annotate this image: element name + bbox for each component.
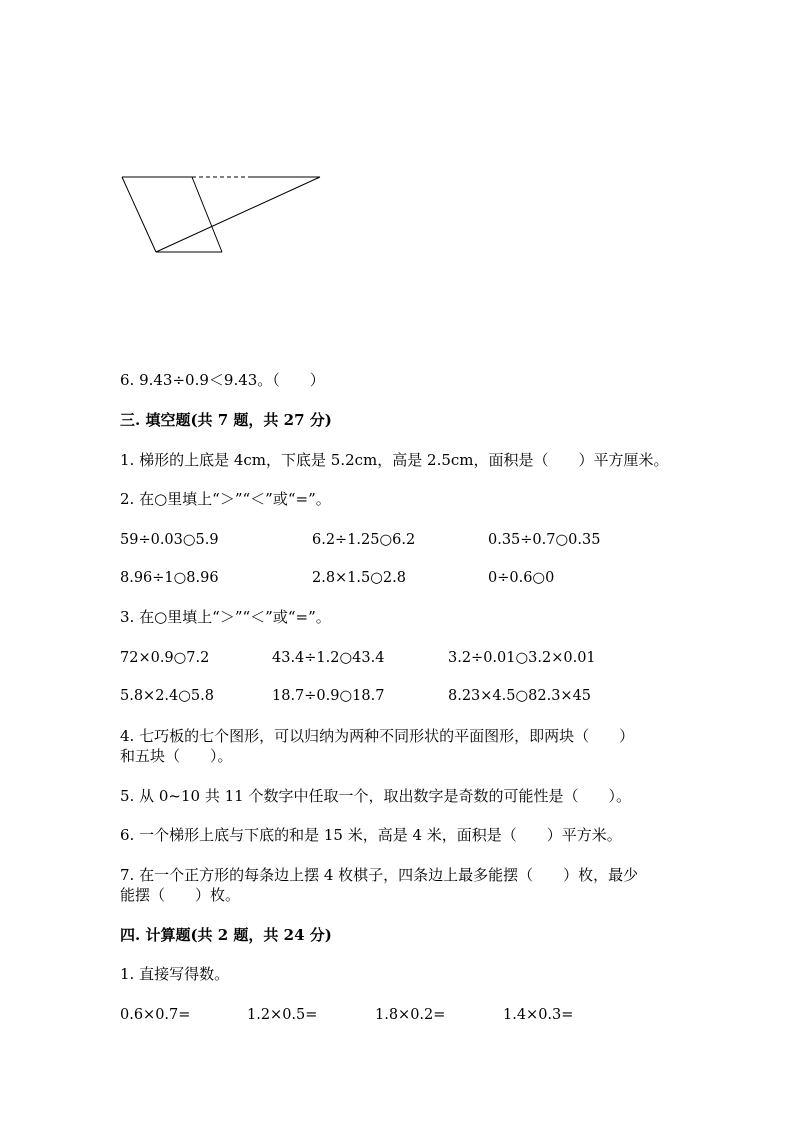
comparison-item: 43.4÷1.2○43.4 [272, 650, 385, 666]
diagonal-line [156, 177, 320, 252]
fill-question-7-line-1: 7. 在一个正方形的每条边上摆 4 枚棋子，四条边上最多能摆（ ）枚，最少 [120, 866, 639, 884]
judge-question-6: 6. 9.43÷0.9＜9.43。（ ） [120, 371, 325, 389]
section-4-title: 四. 计算题(共 2 题，共 24 分) [120, 926, 332, 944]
calc-question-1-title: 1. 直接写得数。 [120, 965, 230, 983]
fill-question-6: 6. 一个梯形上底与下底的和是 15 米，高是 4 米，面积是（ ）平方米。 [120, 826, 622, 844]
comparison-item: 6.2÷1.25○6.2 [312, 532, 416, 548]
comparison-item: 18.7÷0.9○18.7 [272, 688, 385, 704]
comparison-item: 59÷0.03○5.9 [120, 532, 219, 548]
calc-item: 1.2×0.5= [247, 1007, 318, 1023]
comparison-item: 8.96÷1○8.96 [120, 570, 219, 586]
calc-item: 1.8×0.2= [375, 1007, 446, 1023]
comparison-item: 5.8×2.4○5.8 [120, 688, 214, 704]
fill-question-3-title: 3. 在○里填上“＞”“＜”或“=”。 [120, 608, 331, 626]
comparison-item: 0÷0.6○0 [488, 570, 555, 586]
calc-item: 0.6×0.7= [120, 1007, 191, 1023]
comparison-item: 72×0.9○7.2 [120, 650, 210, 666]
fill-question-4 [120, 726, 680, 766]
fill-question-4-line-2: 和五块（ ）。 [120, 747, 233, 765]
fill-question-4-line-1: 4. 七巧板的七个图形，可以归纳为两种不同形状的平面图形，即两块（ ） [120, 727, 635, 745]
fill-question-2-title: 2. 在○里填上“＞”“＜”或“=”。 [120, 490, 331, 508]
fill-question-7-line-2: 能摆（ ）枚。 [120, 886, 241, 904]
fill-question-5: 5. 从 0~10 共 11 个数字中任取一个，取出数字是奇数的可能性是（ ）。 [120, 787, 631, 805]
comparison-item: 8.23×4.5○82.3×45 [448, 688, 592, 704]
calc-item: 1.4×0.3= [503, 1007, 574, 1023]
cut-line [192, 177, 222, 252]
section-3-title: 三. 填空题(共 7 题，共 27 分) [120, 411, 332, 429]
left-edge [122, 177, 156, 252]
comparison-item: 2.8×1.5○2.8 [312, 570, 406, 586]
parallelogram-figure [118, 170, 328, 260]
comparison-item: 3.2÷0.01○3.2×0.01 [448, 650, 596, 666]
fill-question-7 [120, 865, 680, 905]
fill-question-1: 1. 梯形的上底是 4cm，下底是 5.2cm，高是 2.5cm，面积是（ ）平方厘米。 [120, 451, 669, 469]
comparison-item: 0.35÷0.7○0.35 [488, 532, 601, 548]
